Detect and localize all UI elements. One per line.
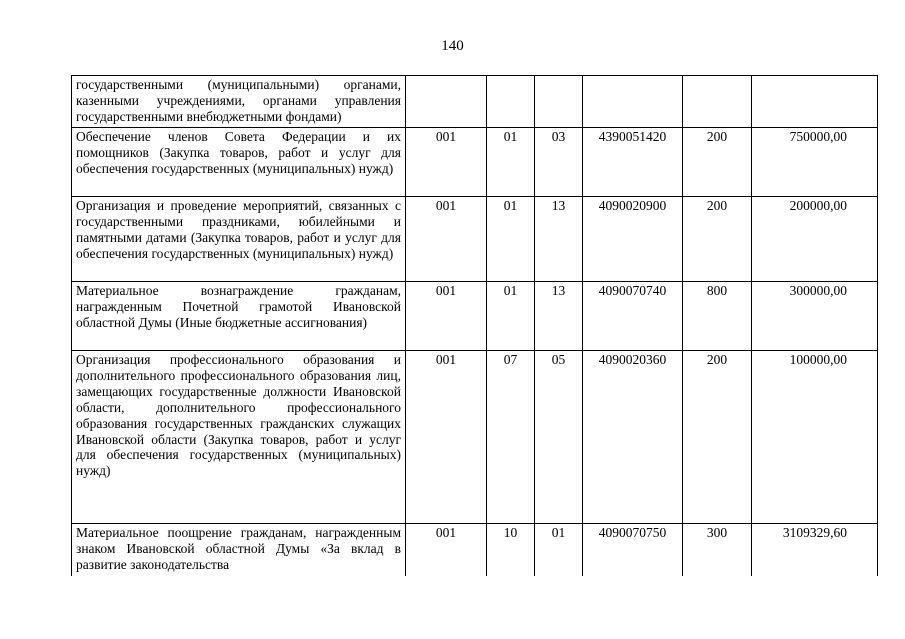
amount-cell: 3109329,60 bbox=[752, 524, 878, 576]
amount-cell: 200000,00 bbox=[752, 197, 878, 282]
expense-name-text: Материальное поощрение гражданам, награжденным знаком Ивановской областной Думы «За вклад в развитие законодательства bbox=[76, 525, 401, 572]
subsection-cell: 05 bbox=[535, 351, 583, 524]
section-cell: 10 bbox=[487, 524, 535, 576]
subsection-cell: 13 bbox=[535, 282, 583, 351]
expense-name-cell: государственными (муниципальными) органами, казенными учреждениями, органами управления государственными внебюджетными фондами) bbox=[72, 76, 406, 128]
target-article-cell: 4090020360 bbox=[583, 351, 683, 524]
expense-type-cell: 200 bbox=[683, 351, 752, 524]
amount-cell: 100000,00 bbox=[752, 351, 878, 524]
expense-type-cell: 200 bbox=[683, 197, 752, 282]
target-article-cell: 4090070750 bbox=[583, 524, 683, 576]
expense-name-cell: Материальное вознаграждение гражданам, награжденным Почетной грамотой Ивановской областной Думы (Иные бюджетные ассигнования) bbox=[72, 282, 406, 351]
subsection-cell: 03 bbox=[535, 128, 583, 197]
target-article-cell: 4390051420 bbox=[583, 128, 683, 197]
page-number: 140 bbox=[441, 38, 464, 54]
expense-type-cell: 300 bbox=[683, 524, 752, 576]
grbs-cell: 001 bbox=[406, 128, 487, 197]
expense-type-cell bbox=[683, 76, 752, 128]
section-cell: 07 bbox=[487, 351, 535, 524]
table-row bbox=[72, 524, 878, 576]
target-article-cell: 4090070740 bbox=[583, 282, 683, 351]
budget-table bbox=[71, 75, 878, 576]
amount-cell: 300000,00 bbox=[752, 282, 878, 351]
table-row bbox=[72, 351, 878, 524]
subsection-cell: 01 bbox=[535, 524, 583, 576]
grbs-cell: 001 bbox=[406, 197, 487, 282]
amount-cell: 750000,00 bbox=[752, 128, 878, 197]
table-row bbox=[72, 197, 878, 282]
grbs-cell bbox=[406, 76, 487, 128]
table-row bbox=[72, 128, 878, 197]
section-cell: 01 bbox=[487, 128, 535, 197]
expense-type-cell: 800 bbox=[683, 282, 752, 351]
expense-name-cell bbox=[72, 524, 406, 576]
expense-type-cell: 200 bbox=[683, 128, 752, 197]
grbs-cell: 001 bbox=[406, 282, 487, 351]
amount-cell bbox=[752, 76, 878, 128]
grbs-cell: 001 bbox=[406, 524, 487, 576]
section-cell: 01 bbox=[487, 197, 535, 282]
target-article-cell bbox=[583, 76, 683, 128]
expense-name-cell: Организация профессионального образования и дополнительного профессионального образования лиц, замещающих государственные должности Ивановской области, дополнительного профессионального образования государственных гражданских служащих Ивановской области (Закупка товаров, работ и услуг для обеспечения государственных (муниципальных) нужд) bbox=[72, 351, 406, 524]
grbs-cell: 001 bbox=[406, 351, 487, 524]
subsection-cell: 13 bbox=[535, 197, 583, 282]
subsection-cell bbox=[535, 76, 583, 128]
section-cell: 01 bbox=[487, 282, 535, 351]
table-row bbox=[72, 76, 878, 128]
table-row bbox=[72, 282, 878, 351]
expense-name-cell: Организация и проведение мероприятий, связанных с государственными праздниками, юбилейными и памятными датами (Закупка товаров, работ и услуг для обеспечения государственных (муниципальных) нужд) bbox=[72, 197, 406, 282]
expense-name-cell: Обеспечение членов Совета Федерации и их помощников (Закупка товаров, работ и услуг для обеспечения государственных (муниципальных) нужд) bbox=[72, 128, 406, 197]
target-article-cell: 4090020900 bbox=[583, 197, 683, 282]
section-cell bbox=[487, 76, 535, 128]
